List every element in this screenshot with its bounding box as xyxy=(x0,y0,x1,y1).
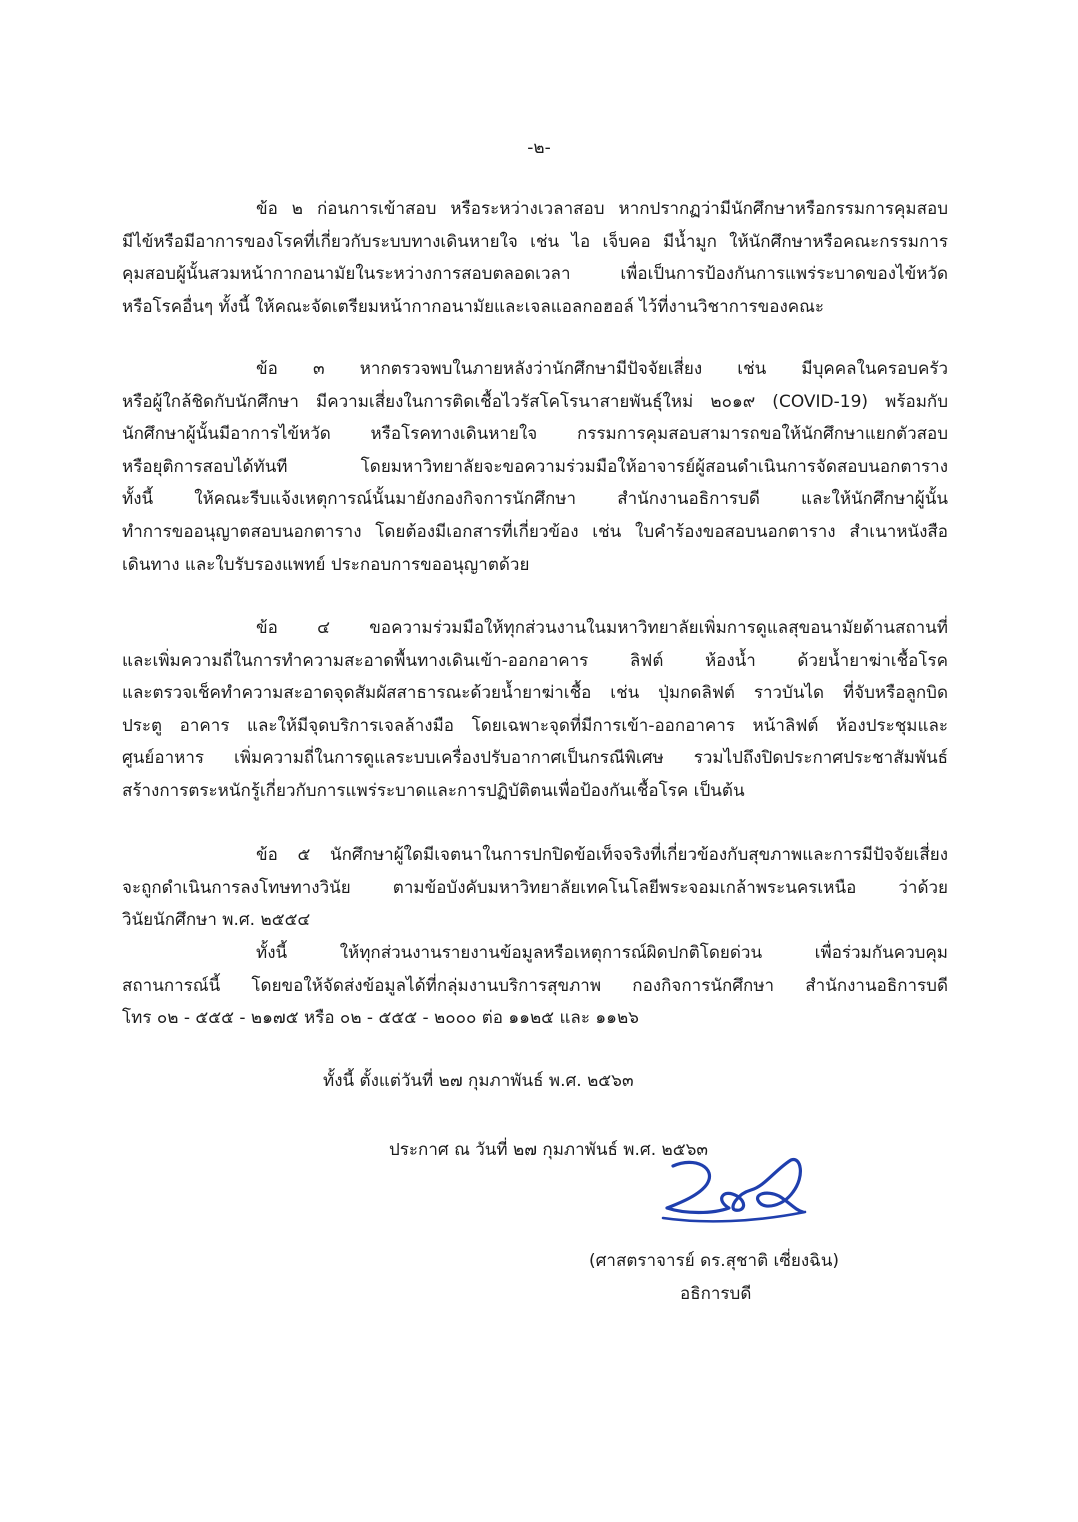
clause-5 xyxy=(122,839,948,937)
signature-image xyxy=(655,1150,815,1230)
clause-3-line: ทำการขออนุญาตสอบนอกตาราง โดยต้องมีเอกสารที่เกี่ยวข้อง เช่น ใบคำร้องขอสอบนอกตาราง สำเนาหนังสือ xyxy=(122,521,948,542)
reporting-line: ทั้งนี้ ให้ทุกส่วนงานรายงานข้อมูลหรือเหตุการณ์ผิดปกติโดยด่วน เพื่อร่วมกันควบคุม xyxy=(256,943,948,963)
signature-stroke xyxy=(667,1159,803,1212)
clause-3-line: เดินทาง และใบรับรองแพทย์ ประกอบการขออนุญาตด้วย xyxy=(122,554,530,575)
clause-5-line: วินัยนักศึกษา พ.ศ. ๒๕๕๔ xyxy=(122,910,311,931)
clause-4-line: สร้างการตระหนักรู้เกี่ยวกับการแพร่ระบาดและการปฏิบัติตนเพื่อป้องกันเชื้อโรค เป็นต้น xyxy=(122,780,745,801)
clause-2-line: คุมสอบผู้นั้นสวมหน้ากากอนามัยในระหว่างการสอบตลอดเวลา เพื่อเป็นการป้องกันการแพร่ระบาดของไข้หวัด xyxy=(122,264,948,285)
clause-5-line: ข้อ ๕ นักศึกษาผู้ใดมีเจตนาในการปกปิดข้อเท็จจริงที่เกี่ยวข้องกับสุขภาพและการมีปัจจัยเสี่ยง xyxy=(256,845,948,865)
clause-3-line: หรือผู้ใกล้ชิดกับนักศึกษา มีความเสี่ยงในการติดเชื้อไวรัสโคโรนาสายพันธุ์ใหม่ ๒๐๑๙ (COVID-19) พร้อมกับ xyxy=(122,391,948,412)
clause-3 xyxy=(122,353,948,581)
clause-3-line: ทั้งนี้ ให้คณะรีบแจ้งเหตุการณ์นั้นมายังกองกิจการนักศึกษา สำนักงานอธิการบดี และให้นักศึกษาผู้นั้น xyxy=(122,489,948,510)
reporting-line: โทร ๐๒ - ๕๕๕ - ๒๑๗๕ หรือ ๐๒ - ๕๕๕ - ๒๐๐๐ ต่อ ๑๑๒๕ และ ๑๑๒๖ xyxy=(122,1008,639,1029)
clause-4-line: ประตู อาคาร และให้มีจุดบริการเจลล้างมือ โดยเฉพาะจุดที่มีการเข้า-ออกอาคาร หน้าลิฟต์ ห้องประชุมและ xyxy=(122,715,948,736)
clause-4-line: และเพิ่มความถี่ในการทำความสะอาดพื้นทางเดินเข้า-ออกอาคาร ลิฟต์ ห้องน้ำ ด้วยน้ำยาฆ่าเชื้อโรค xyxy=(122,650,948,671)
reporting-paragraph xyxy=(122,937,948,1035)
clause-2-line: มีไข้หรือมีอาการของโรคที่เกี่ยวกับระบบทางเดินหายใจ เช่น ไอ เจ็บคอ มีน้ำมูก ให้นักศึกษาหรือคณะกรรมการ xyxy=(122,231,948,252)
reporting-line: สถานการณ์นี้ โดยขอให้จัดส่งข้อมูลได้ที่กลุ่มงานบริการสุขภาพ กองกิจการนักศึกษา สำนักงานอธิการบดี xyxy=(122,975,948,996)
announcement-date: ประกาศ ณ วันที่ ๒๗ กุมภาพันธ์ พ.ศ. ๒๕๖๓ xyxy=(389,1140,708,1160)
clause-4-line: ศูนย์อาหาร เพิ่มความถี่ในการดูแลระบบเครื่องปรับอากาศเป็นกรณีพิเศษ รวมไปถึงปิดประกาศประชาสัมพันธ์ xyxy=(122,748,948,769)
page-number: -๒- xyxy=(527,138,551,158)
clause-3-line: หรือยุติการสอบได้ทันที โดยมหาวิทยาลัยจะขอความร่วมมือให้อาจารย์ผู้สอนดำเนินการจัดสอบนอกตาราง xyxy=(122,456,948,477)
clause-3-line: ข้อ ๓ หากตรวจพบในภายหลังว่านักศึกษามีปัจจัยเสี่ยง เช่น มีบุคคลในครอบครัว xyxy=(256,359,948,379)
clause-4 xyxy=(122,612,948,808)
clause-5-line: จะถูกดำเนินการลงโทษทางวินัย ตามข้อบังคับมหาวิทยาลัยเทคโนโลยีพระจอมเกล้าพระนครเหนือ ว่าด้วย xyxy=(122,877,948,898)
effective-date: ทั้งนี้ ตั้งแต่วันที่ ๒๗ กุมภาพันธ์ พ.ศ. ๒๕๖๓ xyxy=(323,1071,634,1091)
clause-3-line: นักศึกษาผู้นั้นมีอาการไข้หวัด หรือโรคทางเดินหายใจ กรรมการคุมสอบสามารถขอให้นักศึกษาแยกตัวสอบ xyxy=(122,424,948,445)
signature-stroke xyxy=(663,1212,805,1221)
signer-name: (ศาสตราจารย์ ดร.สุชาติ เซี่ยงฉิน) xyxy=(589,1251,839,1271)
clause-4-line: ข้อ ๔ ขอความร่วมมือให้ทุกส่วนงานในมหาวิทยาลัยเพิ่มการดูแลสุขอนามัยด้านสถานที่ xyxy=(256,618,948,638)
clause-2 xyxy=(122,193,948,323)
clause-2-line: หรือโรคอื่นๆ ทั้งนี้ ให้คณะจัดเตรียมหน้ากากอนามัยและเจลแอลกอฮอล์ ไว้ที่งานวิชาการของคณะ xyxy=(122,296,825,317)
signer-title: อธิการบดี xyxy=(680,1284,752,1304)
clause-4-line: และตรวจเช็คทำความสะอาดจุดสัมผัสสาธารณะด้วยน้ำยาฆ่าเชื้อ เช่น ปุ่มกดลิฟต์ ราวบันได ที่จับหรือลูกบิด xyxy=(122,683,948,704)
clause-2-line: ข้อ ๒ ก่อนการเข้าสอบ หรือระหว่างเวลาสอบ หากปรากฏว่ามีนักศึกษาหรือกรรมการคุมสอบ xyxy=(256,199,948,219)
